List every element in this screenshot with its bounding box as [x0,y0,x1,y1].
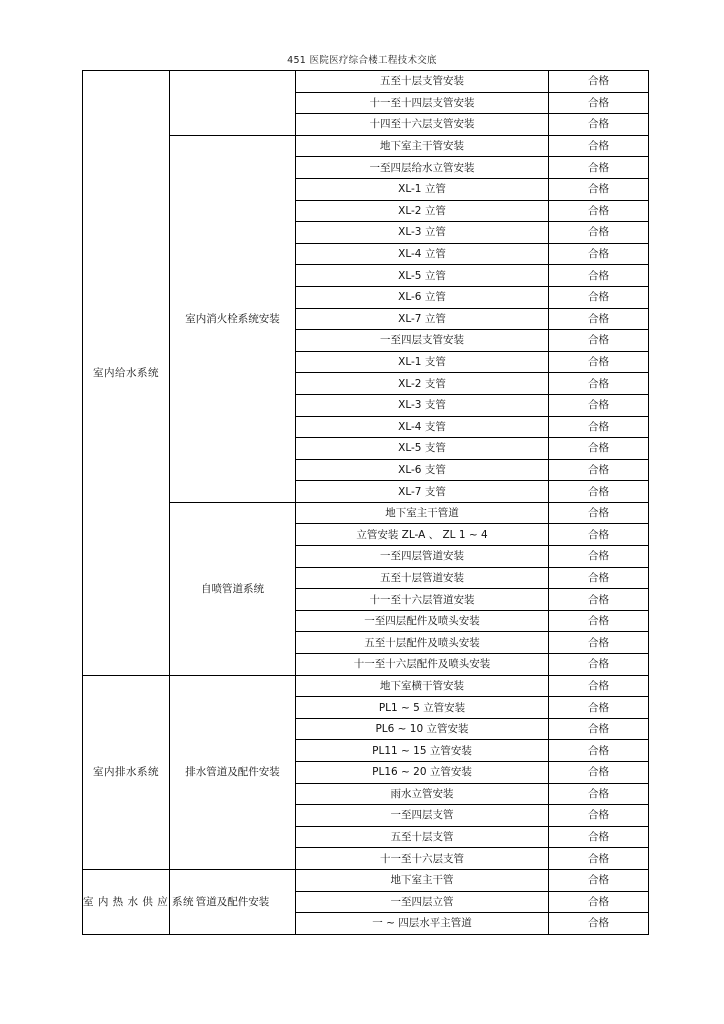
system-name-cell: 室 内 热 水 供 应 系统 [83,869,170,934]
result-cell: 合格 [549,718,649,740]
inspection-item-cell: 地下室主干管安装 [296,135,549,157]
result-cell: 合格 [549,848,649,870]
result-cell: 合格 [549,502,649,524]
inspection-item-cell: 十一至十六层管道安装 [296,589,549,611]
result-cell: 合格 [549,394,649,416]
inspection-table [82,70,649,935]
result-cell: 合格 [549,265,649,287]
inspection-item-cell: 一至四层支管安装 [296,330,549,352]
inspection-item-cell: PL16 ~ 20 立管安装 [296,762,549,784]
inspection-item-cell: XL-5 立管 [296,265,549,287]
result-cell: 合格 [549,416,649,438]
result-cell: 合格 [549,481,649,503]
result-cell: 合格 [549,546,649,568]
inspection-item-cell: 地下室主干管道 [296,502,549,524]
inspection-item-cell: XL-7 立管 [296,308,549,330]
table-row [83,71,649,93]
result-cell: 合格 [549,869,649,891]
inspection-item-cell: XL-6 支管 [296,459,549,481]
inspection-item-cell: 五至十层管道安装 [296,567,549,589]
inspection-item-cell: XL-2 支管 [296,373,549,395]
subsystem-name-cell: 管道及配件安装 [170,869,296,934]
result-cell: 合格 [549,71,649,93]
result-cell: 合格 [549,351,649,373]
result-cell: 合格 [549,92,649,114]
result-cell: 合格 [549,675,649,697]
inspection-item-cell: PL1 ~ 5 立管安装 [296,697,549,719]
table-row [83,869,649,891]
result-cell: 合格 [549,762,649,784]
inspection-item-cell: 地下室横干管安装 [296,675,549,697]
subsystem-name-cell: 室内消火栓系统安装 [170,135,296,502]
document-title: 451 医院医疗综合楼工程技术交底 [287,55,437,66]
inspection-item-cell: 五至十层配件及喷头安装 [296,632,549,654]
result-cell: 合格 [549,114,649,136]
result-cell: 合格 [549,286,649,308]
inspection-item-cell: XL-7 支管 [296,481,549,503]
result-cell: 合格 [549,654,649,676]
inspection-item-cell: PL11 ~ 15 立管安装 [296,740,549,762]
inspection-item-cell: XL-6 立管 [296,286,549,308]
result-cell: 合格 [549,610,649,632]
system-name-cell: 室内给水系统 [83,71,170,676]
result-cell: 合格 [549,913,649,935]
result-cell: 合格 [549,783,649,805]
inspection-item-cell: XL-4 支管 [296,416,549,438]
result-cell: 合格 [549,157,649,179]
inspection-item-cell: XL-3 支管 [296,394,549,416]
result-cell: 合格 [549,524,649,546]
inspection-item-cell: 立管安装 ZL-A 、 ZL 1 ~ 4 [296,524,549,546]
result-cell: 合格 [549,135,649,157]
inspection-item-cell: XL-5 支管 [296,438,549,460]
inspection-item-cell: 一至四层配件及喷头安装 [296,610,549,632]
subsystem-name-cell: 排水管道及配件安装 [170,675,296,869]
inspection-item-cell: 一至四层立管 [296,891,549,913]
inspection-item-cell: XL-1 支管 [296,351,549,373]
subsystem-name-cell: 自喷管道系统 [170,502,296,675]
result-cell: 合格 [549,200,649,222]
inspection-item-cell: 雨水立管安装 [296,783,549,805]
result-cell: 合格 [549,438,649,460]
inspection-item-cell: 五至十层支管 [296,826,549,848]
system-name-cell: 室内排水系统 [83,675,170,869]
inspection-item-cell: 一至四层管道安装 [296,546,549,568]
result-cell: 合格 [549,178,649,200]
inspection-item-cell: XL-3 立管 [296,222,549,244]
result-cell: 合格 [549,826,649,848]
result-cell: 合格 [549,589,649,611]
result-cell: 合格 [549,459,649,481]
inspection-item-cell: 十一至十四层支管安装 [296,92,549,114]
result-cell: 合格 [549,222,649,244]
inspection-item-cell: 十一至十六层支管 [296,848,549,870]
result-cell: 合格 [549,373,649,395]
inspection-item-cell: XL-1 立管 [296,178,549,200]
result-cell: 合格 [549,740,649,762]
inspection-item-cell: 地下室主干管 [296,869,549,891]
inspection-item-cell: XL-2 立管 [296,200,549,222]
result-cell: 合格 [549,243,649,265]
result-cell: 合格 [549,308,649,330]
result-cell: 合格 [549,697,649,719]
inspection-item-cell: XL-4 立管 [296,243,549,265]
inspection-item-cell: PL6 ~ 10 立管安装 [296,718,549,740]
result-cell: 合格 [549,891,649,913]
inspection-item-cell: 一至四层给水立管安装 [296,157,549,179]
table-row [83,675,649,697]
result-cell: 合格 [549,632,649,654]
inspection-item-cell: 一至四层支管 [296,805,549,827]
inspection-item-cell: 十一至十六层配件及喷头安装 [296,654,549,676]
result-cell: 合格 [549,805,649,827]
inspection-item-cell: 十四至十六层支管安装 [296,114,549,136]
inspection-item-cell: 一 ~ 四层水平主管道 [296,913,549,935]
subsystem-name-cell [170,71,296,136]
result-cell: 合格 [549,330,649,352]
inspection-item-cell: 五至十层支管安装 [296,71,549,93]
result-cell: 合格 [549,567,649,589]
